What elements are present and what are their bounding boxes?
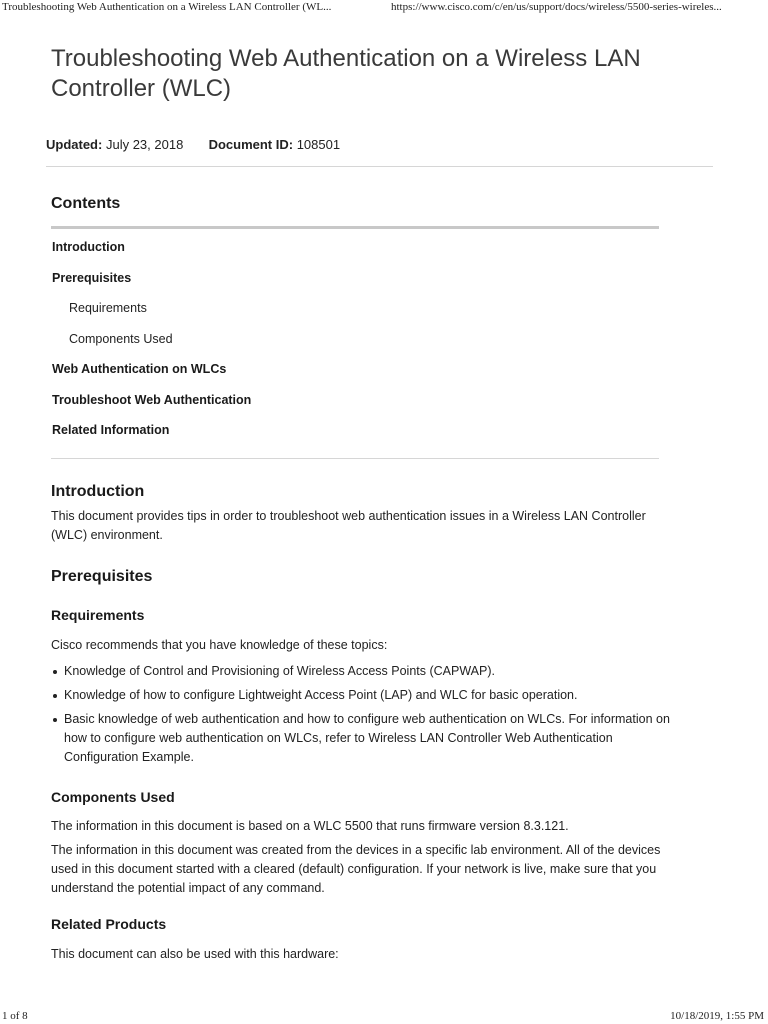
related-products-body — [51, 945, 671, 964]
requirements-list — [51, 662, 671, 772]
related-products-heading: Related Products — [51, 916, 167, 932]
bullet-icon — [53, 718, 57, 722]
prerequisites-section — [51, 568, 671, 586]
related-products-text: This document can also be used with this hardware: — [51, 947, 339, 961]
introduction-body — [51, 507, 671, 545]
toc-link-troubleshoot[interactable]: Troubleshoot Web Authentication — [52, 392, 252, 407]
table-of-contents — [52, 237, 251, 451]
document-id-label: Document ID: — [208, 137, 294, 152]
toc-link-related-information[interactable]: Related Information — [52, 423, 170, 437]
list-item-text: Knowledge of Control and Provisioning of Wireless Access Points (CAPWAP). — [64, 664, 495, 678]
contents-divider — [51, 226, 659, 229]
related-products-section — [51, 916, 671, 932]
introduction-heading: Introduction — [51, 483, 145, 500]
print-header — [0, 0, 768, 16]
toc-link-components-used[interactable]: Components Used — [69, 331, 173, 346]
toc-link-web-authentication[interactable]: Web Authentication on WLCs — [52, 362, 227, 376]
requirements-section — [51, 607, 671, 623]
page-title: Troubleshooting Web Authentication on a Wireless LAN Controller (WLC) — [51, 45, 641, 102]
list-item — [51, 662, 671, 681]
contents-end-divider — [51, 458, 659, 459]
updated-date: July 23, 2018 — [105, 137, 184, 152]
prerequisites-heading: Prerequisites — [51, 568, 153, 585]
toc-link-requirements[interactable]: Requirements — [69, 301, 147, 315]
requirements-heading: Requirements — [51, 607, 145, 623]
list-item-text: Knowledge of how to configure Lightweight Access Point (LAP) and WLC for basic operation. — [64, 688, 578, 702]
components-used-body-2 — [51, 841, 671, 898]
list-item — [51, 686, 671, 705]
list-item-text: Basic knowledge of web authentication and how to configure web authentication on WLCs. For information on how to configure web authentication on WLCs, refer to Wireless LAN Controller Web Authentication Configuration Example. — [64, 712, 670, 764]
print-footer — [0, 1010, 768, 1024]
components-used-heading: Components Used — [51, 789, 175, 805]
introduction-section — [51, 483, 671, 501]
list-item — [51, 710, 671, 767]
document-meta — [46, 137, 340, 152]
print-page-url[interactable]: https://www.cisco.com/c/en/us/support/docs/wireless/5500-series-wireles... — [391, 1, 722, 13]
contents-heading: Contents — [51, 195, 121, 212]
components-used-text-1: The information in this document is based on a WLC 5500 that runs firmware version 8.3.121. — [51, 819, 569, 833]
updated-label: Updated: — [46, 137, 103, 152]
page-counter: 1 of 8 — [2, 1010, 28, 1022]
toc-link-introduction[interactable]: Introduction — [52, 240, 125, 254]
bullet-icon — [53, 670, 57, 674]
components-used-section — [51, 789, 671, 805]
requirements-intro: Cisco recommends that you have knowledge of these topics: — [51, 638, 388, 652]
introduction-text: This document provides tips in order to troubleshoot web authentication issues in a Wireless LAN Controller (WLC) environment. — [51, 509, 646, 542]
components-used-body-1 — [51, 817, 671, 836]
print-page-title: Troubleshooting Web Authentication on a Wireless LAN Controller (WL... — [2, 1, 332, 13]
document-id-value: 108501 — [296, 137, 341, 152]
bullet-icon — [53, 694, 57, 698]
meta-divider — [46, 166, 713, 167]
print-datetime: 10/18/2019, 1:55 PM — [670, 1010, 764, 1022]
toc-link-prerequisites[interactable]: Prerequisites — [52, 270, 132, 285]
requirements-intro-block — [51, 636, 671, 655]
components-used-text-2: The information in this document was created from the devices in a specific lab environment. All of the devices used in this document started with a cleared (default) configuration. If your network is live, make sure that you understand the potential impact of any command. — [51, 843, 661, 895]
